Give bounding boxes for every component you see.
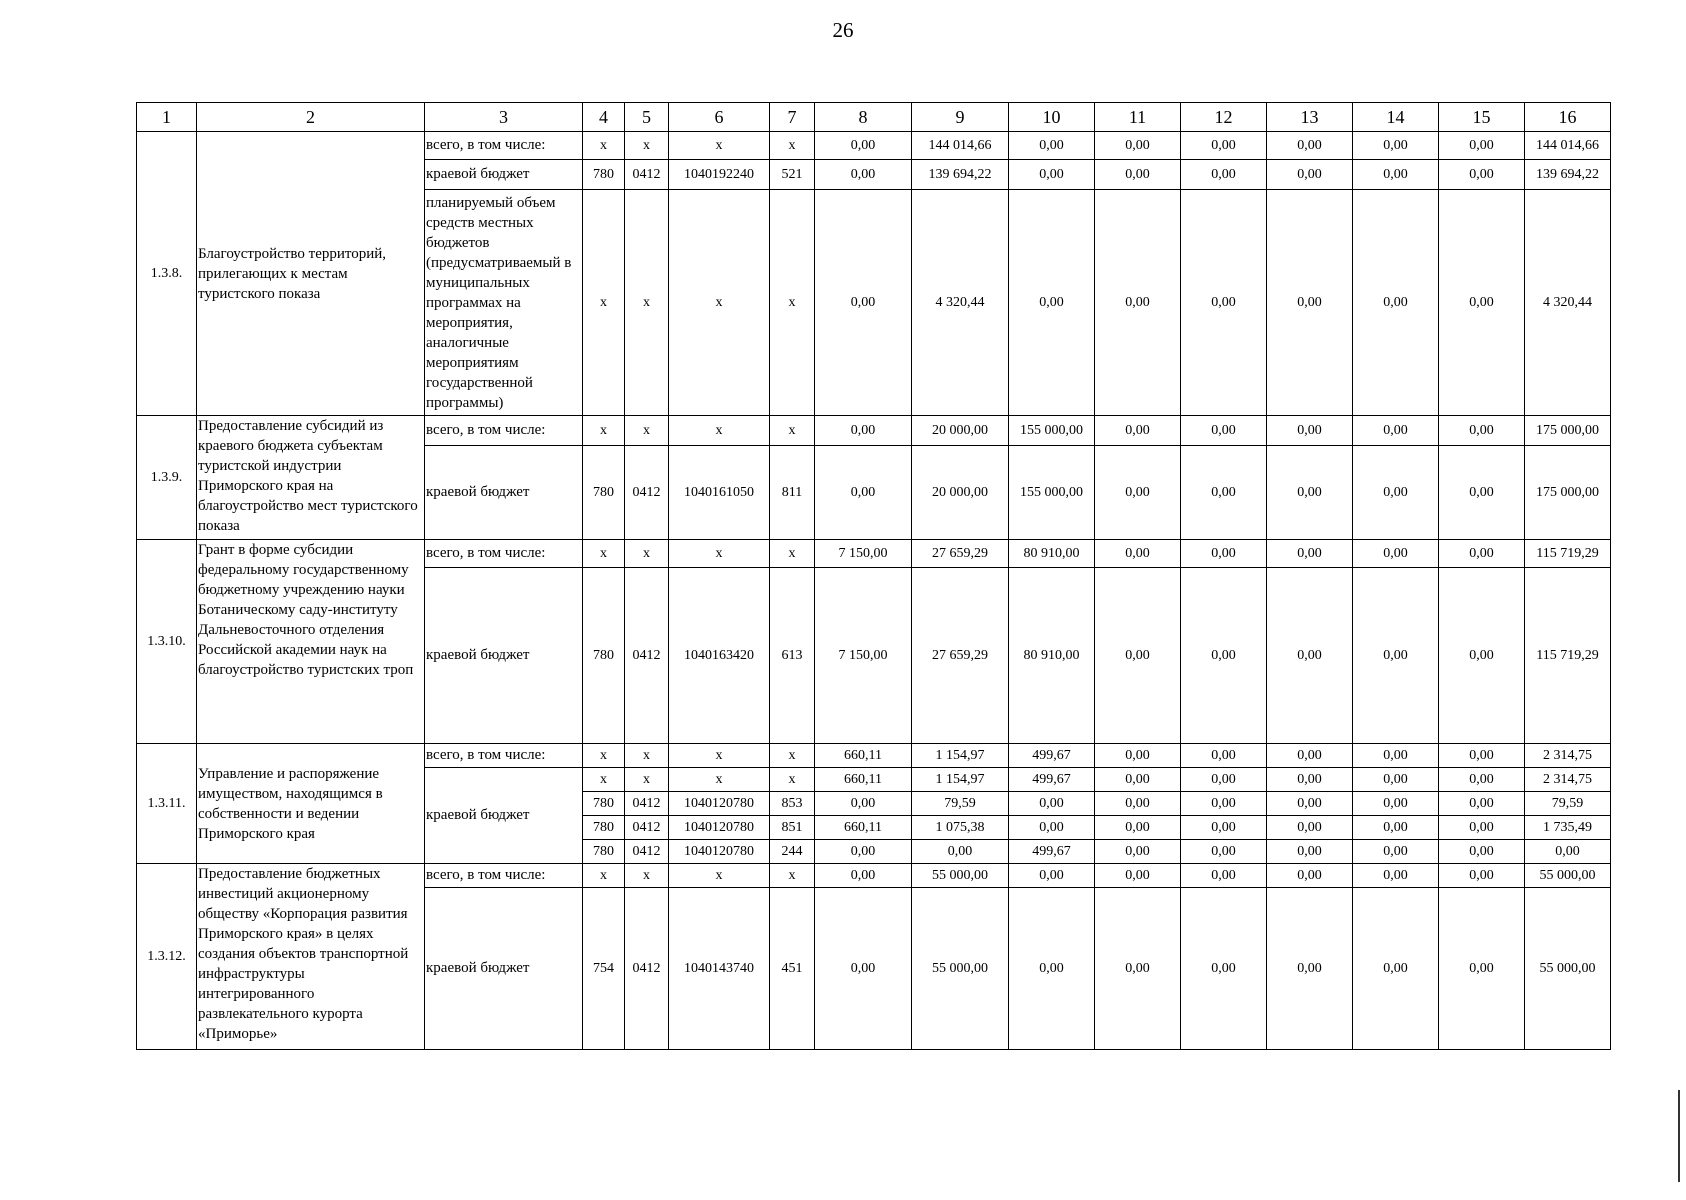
col-header: 15 [1439,103,1525,132]
cell-c5: x [625,190,669,416]
value-cell: 0,00 [1353,160,1439,190]
item-code: 1.3.8. [137,132,197,416]
item-name: Предоставление бюджетных инвестиций акционерному обществу «Корпорация развития Приморского края» в целях создания объектов транспортной инфраструктуры интегрированного развлекательного курорта «Приморье» [197,864,425,1050]
funding-source: краевой бюджет [425,160,583,190]
value-cell: 7 150,00 [815,568,912,744]
value-cell: 0,00 [1267,888,1353,1050]
item-name: Грант в форме субсидии федеральному государственному бюджетному учреждению науки Ботаническому саду-институту Дальневосточного отделения Российской академии наук на благоустройство туристских троп [197,540,425,744]
value-cell: 1 075,38 [912,816,1009,840]
cell-c7: 521 [770,160,815,190]
value-cell: 80 910,00 [1009,540,1095,568]
value-cell: 0,00 [1267,792,1353,816]
funding-source: всего, в том числе: [425,744,583,768]
value-cell: 0,00 [1439,190,1525,416]
value-cell: 139 694,22 [1525,160,1611,190]
value-cell: 144 014,66 [912,132,1009,160]
value-cell: 0,00 [1353,888,1439,1050]
item-name: Благоустройство территорий, прилегающих к местам туристского показа [197,132,425,416]
value-cell: 0,00 [1009,816,1095,840]
cell-c4: x [583,768,625,792]
value-cell: 0,00 [1267,840,1353,864]
cell-c7: 811 [770,446,815,540]
cell-c6: 1040163420 [669,568,770,744]
table-row [137,540,1611,568]
item-name: Предоставление субсидий из краевого бюджета субъектам туристской индустрии Приморского края на благоустройство мест туристского показа [197,416,425,540]
value-cell: 0,00 [1353,768,1439,792]
value-cell: 499,67 [1009,744,1095,768]
value-cell: 0,00 [1439,792,1525,816]
value-cell: 0,00 [1181,768,1267,792]
value-cell: 0,00 [912,840,1009,864]
cell-c6: x [669,864,770,888]
item-code: 1.3.9. [137,416,197,540]
value-cell: 0,00 [1353,568,1439,744]
value-cell: 0,00 [1439,840,1525,864]
value-cell: 0,00 [1439,768,1525,792]
value-cell: 0,00 [1009,132,1095,160]
cell-c5: 0412 [625,816,669,840]
value-cell: 0,00 [1095,540,1181,568]
cell-c7: x [770,768,815,792]
value-cell: 1 154,97 [912,744,1009,768]
value-cell: 0,00 [815,888,912,1050]
cell-c7: 613 [770,568,815,744]
cell-c4: 780 [583,792,625,816]
value-cell: 0,00 [1095,132,1181,160]
value-cell: 0,00 [1181,888,1267,1050]
value-cell: 7 150,00 [815,540,912,568]
col-header: 10 [1009,103,1095,132]
cell-c5: x [625,744,669,768]
cell-c5: x [625,132,669,160]
scan-edge-line [1678,1090,1680,1182]
cell-c7: x [770,540,815,568]
col-header: 3 [425,103,583,132]
cell-c4: x [583,864,625,888]
item-code: 1.3.10. [137,540,197,744]
value-cell: 80 910,00 [1009,568,1095,744]
value-cell: 175 000,00 [1525,416,1611,446]
col-header: 6 [669,103,770,132]
value-cell: 0,00 [1095,744,1181,768]
cell-c5: x [625,768,669,792]
col-header: 7 [770,103,815,132]
value-cell: 0,00 [815,160,912,190]
cell-c5: 0412 [625,160,669,190]
value-cell: 0,00 [1267,160,1353,190]
value-cell: 0,00 [1267,816,1353,840]
value-cell: 0,00 [1267,446,1353,540]
cell-c4: x [583,132,625,160]
value-cell: 0,00 [815,864,912,888]
cell-c4: 780 [583,446,625,540]
cell-c6: x [669,768,770,792]
item-name: Управление и распоряжение имуществом, находящимся в собственности и ведении Приморского края [197,744,425,864]
value-cell: 0,00 [1009,792,1095,816]
value-cell: 0,00 [1353,840,1439,864]
item-code: 1.3.12. [137,864,197,1050]
funding-source: краевой бюджет [425,568,583,744]
value-cell: 499,67 [1009,840,1095,864]
value-cell: 115 719,29 [1525,568,1611,744]
cell-c5: x [625,540,669,568]
value-cell: 0,00 [1095,840,1181,864]
value-cell: 55 000,00 [912,864,1009,888]
col-header: 1 [137,103,197,132]
value-cell: 660,11 [815,744,912,768]
value-cell: 0,00 [1353,792,1439,816]
cell-c4: 754 [583,888,625,1050]
value-cell: 20 000,00 [912,416,1009,446]
value-cell: 0,00 [1095,568,1181,744]
value-cell: 0,00 [1095,160,1181,190]
value-cell: 20 000,00 [912,446,1009,540]
cell-c5: 0412 [625,568,669,744]
cell-c5: 0412 [625,888,669,1050]
cell-c6: x [669,744,770,768]
col-header: 4 [583,103,625,132]
cell-c5: 0412 [625,792,669,816]
value-cell: 0,00 [1353,190,1439,416]
value-cell: 0,00 [815,792,912,816]
value-cell: 55 000,00 [912,888,1009,1050]
value-cell: 0,00 [815,132,912,160]
value-cell: 660,11 [815,768,912,792]
col-header: 5 [625,103,669,132]
cell-c6: 1040120780 [669,816,770,840]
value-cell: 2 314,75 [1525,768,1611,792]
cell-c7: 853 [770,792,815,816]
col-header: 14 [1353,103,1439,132]
value-cell: 27 659,29 [912,540,1009,568]
value-cell: 0,00 [1267,744,1353,768]
funding-source: планируемый объем средств местных бюджетов (предусматриваемый в муниципальных программах на мероприятия, аналогичные мероприятиям государственной программы) [425,190,583,416]
value-cell: 0,00 [1095,446,1181,540]
cell-c4: x [583,540,625,568]
value-cell: 660,11 [815,816,912,840]
value-cell: 0,00 [1095,864,1181,888]
cell-c4: 780 [583,160,625,190]
page-number: 26 [832,18,854,42]
funding-source: краевой бюджет [425,888,583,1050]
value-cell: 155 000,00 [1009,416,1095,446]
cell-c6: x [669,190,770,416]
cell-c7: 851 [770,816,815,840]
cell-c4: x [583,416,625,446]
value-cell: 1 154,97 [912,768,1009,792]
value-cell: 115 719,29 [1525,540,1611,568]
funding-source: краевой бюджет [425,446,583,540]
value-cell: 0,00 [1525,840,1611,864]
value-cell: 1 735,49 [1525,816,1611,840]
cell-c7: x [770,864,815,888]
value-cell: 0,00 [815,840,912,864]
table-row [137,416,1611,446]
value-cell: 55 000,00 [1525,888,1611,1050]
table-row [137,744,1611,768]
value-cell: 0,00 [1181,446,1267,540]
cell-c5: x [625,864,669,888]
value-cell: 0,00 [1353,816,1439,840]
value-cell: 0,00 [1267,416,1353,446]
col-header: 13 [1267,103,1353,132]
funding-source: краевой бюджет [425,768,583,864]
value-cell: 0,00 [1439,744,1525,768]
funding-source: всего, в том числе: [425,540,583,568]
cell-c5: 0412 [625,446,669,540]
cell-c6: 1040161050 [669,446,770,540]
value-cell: 0,00 [1439,446,1525,540]
value-cell: 0,00 [1181,190,1267,416]
cell-c6: x [669,132,770,160]
col-header: 9 [912,103,1009,132]
cell-c7: x [770,190,815,416]
value-cell: 0,00 [1267,864,1353,888]
value-cell: 0,00 [1095,416,1181,446]
cell-c6: 1040143740 [669,888,770,1050]
col-header: 16 [1525,103,1611,132]
value-cell: 55 000,00 [1525,864,1611,888]
funding-source: всего, в том числе: [425,416,583,446]
value-cell: 0,00 [1095,190,1181,416]
value-cell: 0,00 [1353,132,1439,160]
value-cell: 79,59 [1525,792,1611,816]
value-cell: 0,00 [815,446,912,540]
value-cell: 0,00 [1181,416,1267,446]
value-cell: 0,00 [1353,864,1439,888]
value-cell: 0,00 [1439,816,1525,840]
funding-source: всего, в том числе: [425,132,583,160]
cell-c6: 1040120780 [669,792,770,816]
cell-c7: 451 [770,888,815,1050]
cell-c7: x [770,416,815,446]
cell-c6: x [669,540,770,568]
cell-c6: x [669,416,770,446]
cell-c6: 1040192240 [669,160,770,190]
value-cell: 79,59 [912,792,1009,816]
value-cell: 0,00 [1267,132,1353,160]
value-cell: 0,00 [1009,160,1095,190]
value-cell: 0,00 [1181,864,1267,888]
cell-c7: 244 [770,840,815,864]
table-row [137,864,1611,888]
value-cell: 0,00 [1095,768,1181,792]
value-cell: 0,00 [1009,888,1095,1050]
value-cell: 0,00 [1439,416,1525,446]
cell-c4: x [583,190,625,416]
budget-table [136,102,1611,1050]
value-cell: 0,00 [1353,416,1439,446]
cell-c5: 0412 [625,840,669,864]
value-cell: 0,00 [1439,132,1525,160]
cell-c4: 780 [583,568,625,744]
value-cell: 0,00 [1181,568,1267,744]
value-cell: 0,00 [1439,568,1525,744]
value-cell: 0,00 [1353,446,1439,540]
value-cell: 0,00 [815,416,912,446]
value-cell: 0,00 [1267,568,1353,744]
cell-c4: 780 [583,816,625,840]
cell-c6: 1040120780 [669,840,770,864]
col-header: 8 [815,103,912,132]
col-header: 11 [1095,103,1181,132]
value-cell: 0,00 [1267,190,1353,416]
table-row [137,132,1611,160]
cell-c7: x [770,132,815,160]
value-cell: 27 659,29 [912,568,1009,744]
value-cell: 0,00 [1181,160,1267,190]
col-header: 2 [197,103,425,132]
value-cell: 0,00 [1439,160,1525,190]
value-cell: 0,00 [1181,132,1267,160]
value-cell: 139 694,22 [912,160,1009,190]
cell-c7: x [770,744,815,768]
value-cell: 4 320,44 [912,190,1009,416]
value-cell: 175 000,00 [1525,446,1611,540]
value-cell: 0,00 [1009,190,1095,416]
value-cell: 0,00 [1439,540,1525,568]
value-cell: 0,00 [815,190,912,416]
cell-c5: x [625,416,669,446]
header-row [137,103,1611,132]
value-cell: 0,00 [1181,744,1267,768]
cell-c4: 780 [583,840,625,864]
value-cell: 4 320,44 [1525,190,1611,416]
value-cell: 0,00 [1439,864,1525,888]
value-cell: 0,00 [1095,888,1181,1050]
value-cell: 0,00 [1353,540,1439,568]
value-cell: 0,00 [1181,792,1267,816]
col-header: 12 [1181,103,1267,132]
value-cell: 0,00 [1267,768,1353,792]
value-cell: 155 000,00 [1009,446,1095,540]
value-cell: 144 014,66 [1525,132,1611,160]
cell-c4: x [583,744,625,768]
value-cell: 0,00 [1009,864,1095,888]
value-cell: 499,67 [1009,768,1095,792]
value-cell: 0,00 [1181,840,1267,864]
value-cell: 0,00 [1439,888,1525,1050]
value-cell: 0,00 [1181,816,1267,840]
value-cell: 0,00 [1095,816,1181,840]
value-cell: 0,00 [1267,540,1353,568]
value-cell: 2 314,75 [1525,744,1611,768]
value-cell: 0,00 [1181,540,1267,568]
item-code: 1.3.11. [137,744,197,864]
funding-source: всего, в том числе: [425,864,583,888]
value-cell: 0,00 [1095,792,1181,816]
value-cell: 0,00 [1353,744,1439,768]
